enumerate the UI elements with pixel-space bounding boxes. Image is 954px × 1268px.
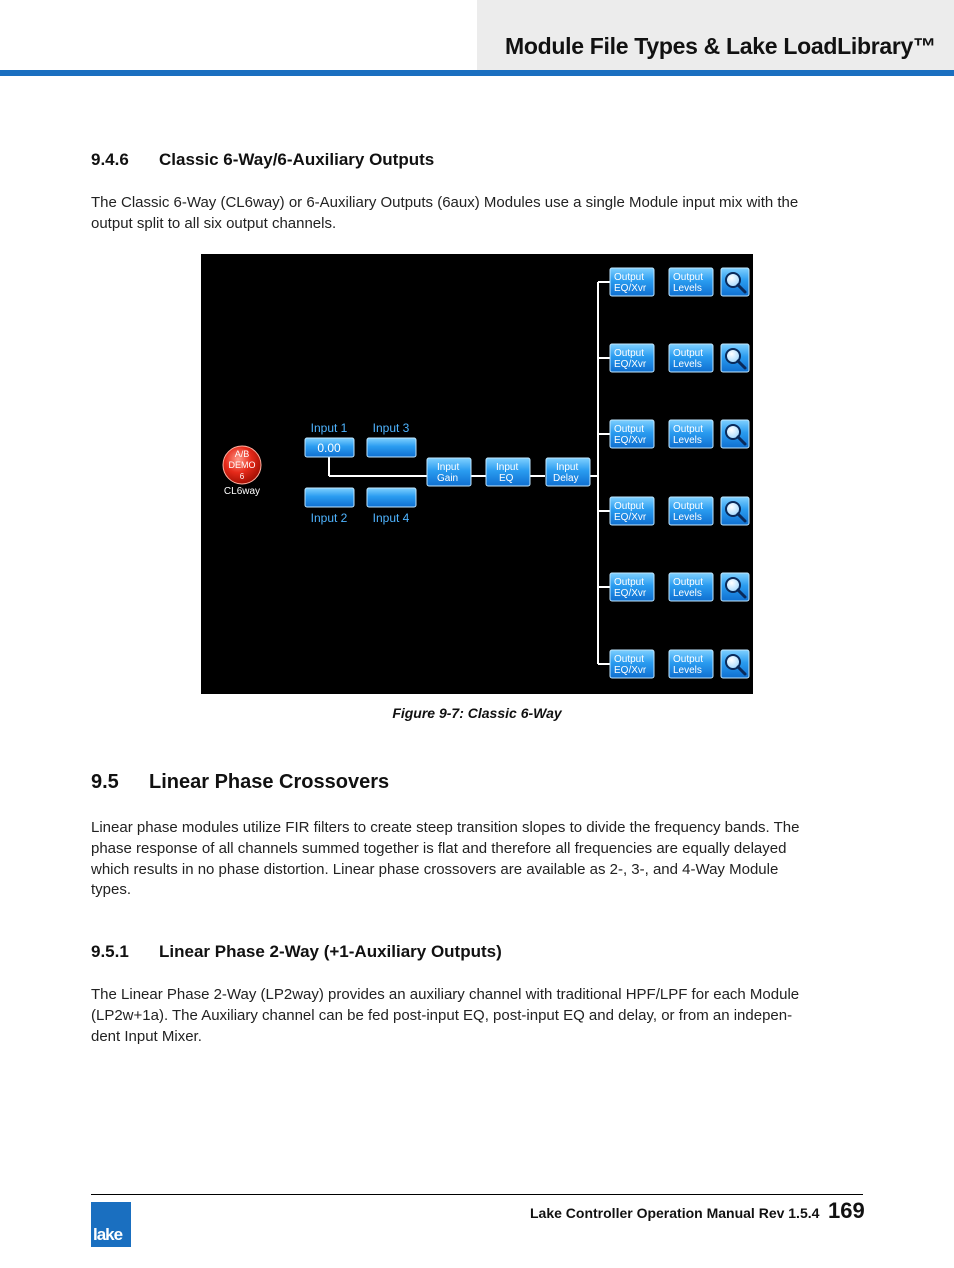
output-levels-line2: Levels (673, 665, 702, 676)
input-gain-line2: Gain (437, 473, 459, 484)
input-eq-button[interactable] (486, 458, 530, 486)
input3-label: Input 3 (372, 421, 410, 435)
paragraph-line: which results in no phase distortion. Linear phase crossovers are available as 2-, 3-, and 4-Way Module (91, 860, 779, 878)
input-delay-line2: Delay (553, 473, 579, 484)
output-eq-xvr-button[interactable] (610, 268, 654, 296)
output-eq-line1: Output (614, 577, 645, 588)
heading-title: Linear Phase Crossovers (149, 771, 390, 793)
input4-label: Input 4 (372, 511, 410, 525)
output-levels-line1: Output (673, 424, 704, 435)
output-eq-line2: EQ/Xvr (614, 283, 647, 294)
module-name-label: CL6way (223, 486, 261, 497)
page-header-title: Module File Types & Lake LoadLibrary™ (505, 33, 936, 59)
heading-9-5-1 (91, 942, 502, 962)
input-delay-button[interactable] (546, 458, 590, 486)
output-levels-line2: Levels (673, 512, 702, 523)
figure-caption: Figure 9-7: Classic 6-Way (392, 705, 562, 721)
page-number: 169 (828, 1198, 865, 1223)
output-levels-line2: Levels (673, 588, 702, 599)
magnifier-icon[interactable] (721, 650, 749, 678)
output-levels-line2: Levels (673, 283, 702, 294)
magnifier-icon[interactable] (721, 268, 749, 296)
output-eq-line1: Output (614, 424, 645, 435)
magnifier-icon[interactable] (721, 344, 749, 372)
output-eq-line2: EQ/Xvr (614, 359, 647, 370)
heading-title: Linear Phase 2-Way (+1-Auxiliary Outputs) (159, 942, 502, 961)
input-gain-button[interactable] (427, 458, 471, 486)
output-levels-line1: Output (673, 577, 704, 588)
magnifier-icon[interactable] (721, 573, 749, 601)
output-levels-line2: Levels (673, 359, 702, 370)
heading-9-5 (91, 771, 389, 794)
input4-level-button[interactable] (367, 488, 416, 507)
input2-level-button[interactable] (305, 488, 354, 507)
input-gain-line1: Input (437, 462, 460, 473)
output-eq-line1: Output (614, 272, 645, 283)
output-eq-line2: EQ/Xvr (614, 435, 647, 446)
signal-flow-diagram (201, 254, 753, 694)
output-levels-button[interactable] (669, 268, 713, 296)
input2-label: Input 2 (310, 511, 348, 525)
output-levels-line2: Levels (673, 435, 702, 446)
output-levels-button[interactable] (669, 497, 713, 525)
output-eq-line2: EQ/Xvr (614, 665, 647, 676)
heading-number: 9.5 (91, 771, 119, 793)
paragraph-line: The Linear Phase 2-Way (LP2way) provides an auxiliary channel with traditional HPF/LPF for each Module (91, 986, 800, 1003)
output-levels-line1: Output (673, 348, 704, 359)
output-eq-line1: Output (614, 654, 645, 665)
output-eq-line2: EQ/Xvr (614, 588, 647, 599)
lake-logo (91, 1202, 131, 1247)
input3-level-button[interactable] (367, 438, 416, 457)
output-rows (610, 268, 749, 678)
paragraph-line: The Classic 6-Way (CL6way) or 6-Auxiliary Outputs (6aux) Modules use a single Module input mix with the (91, 194, 799, 211)
paragraph-line: Linear phase modules utilize FIR filters to create steep transition slopes to divide the frequency bands. The (91, 819, 800, 836)
input-delay-line1: Input (556, 462, 579, 473)
heading-9-4-6 (91, 150, 434, 170)
output-eq-line2: EQ/Xvr (614, 512, 647, 523)
output-eq-xvr-button[interactable] (610, 573, 654, 601)
output-levels-button[interactable] (669, 420, 713, 448)
input-eq-line2: EQ (499, 473, 514, 484)
logo-text: lake (93, 1225, 123, 1244)
paragraph-9-4-6 (91, 193, 861, 235)
paragraph-line: types. (91, 881, 132, 899)
paragraph-9-5 (91, 818, 861, 901)
output-levels-button[interactable] (669, 573, 713, 601)
paragraph-line: (LP2w+1a). The Auxiliary channel can be fed post-input EQ, post-input EQ and delay, or from an indepen- (91, 1006, 793, 1024)
paragraph-9-5-1 (91, 985, 861, 1047)
module-badge[interactable] (223, 446, 261, 497)
heading-title: Classic 6-Way/6-Auxiliary Outputs (159, 150, 435, 169)
figure-classic-6way (201, 254, 753, 694)
input-eq-line1: Input (496, 462, 519, 473)
output-levels-button[interactable] (669, 344, 713, 372)
footer-manual-title: Lake Controller Operation Manual Rev 1.5.4 (530, 1205, 820, 1221)
output-levels-line1: Output (673, 654, 704, 665)
output-eq-line1: Output (614, 501, 645, 512)
output-levels-button[interactable] (669, 650, 713, 678)
output-eq-xvr-button[interactable] (610, 344, 654, 372)
header-rule (0, 70, 954, 76)
badge-line1: A/B (234, 449, 250, 459)
input1-label: Input 1 (310, 421, 348, 435)
paragraph-line: output split to all six output channels. (91, 214, 337, 232)
heading-number: 9.4.6 (91, 150, 129, 169)
magnifier-icon[interactable] (721, 420, 749, 448)
output-levels-line1: Output (673, 272, 704, 283)
paragraph-line: dent Input Mixer. (91, 1027, 202, 1045)
input1-level-value: 0.00 (317, 441, 341, 455)
output-eq-xvr-button[interactable] (610, 420, 654, 448)
output-eq-xvr-button[interactable] (610, 497, 654, 525)
magnifier-icon[interactable] (721, 497, 749, 525)
badge-line2: DEMO (228, 460, 256, 470)
output-levels-line1: Output (673, 501, 704, 512)
paragraph-line: phase response of all channels summed together is flat and therefore all frequencies are equally delayed (91, 839, 787, 857)
footer-rule (91, 1194, 863, 1195)
heading-number: 9.5.1 (91, 942, 129, 961)
output-eq-line1: Output (614, 348, 645, 359)
badge-line3: 6 (239, 472, 245, 481)
output-eq-xvr-button[interactable] (610, 650, 654, 678)
